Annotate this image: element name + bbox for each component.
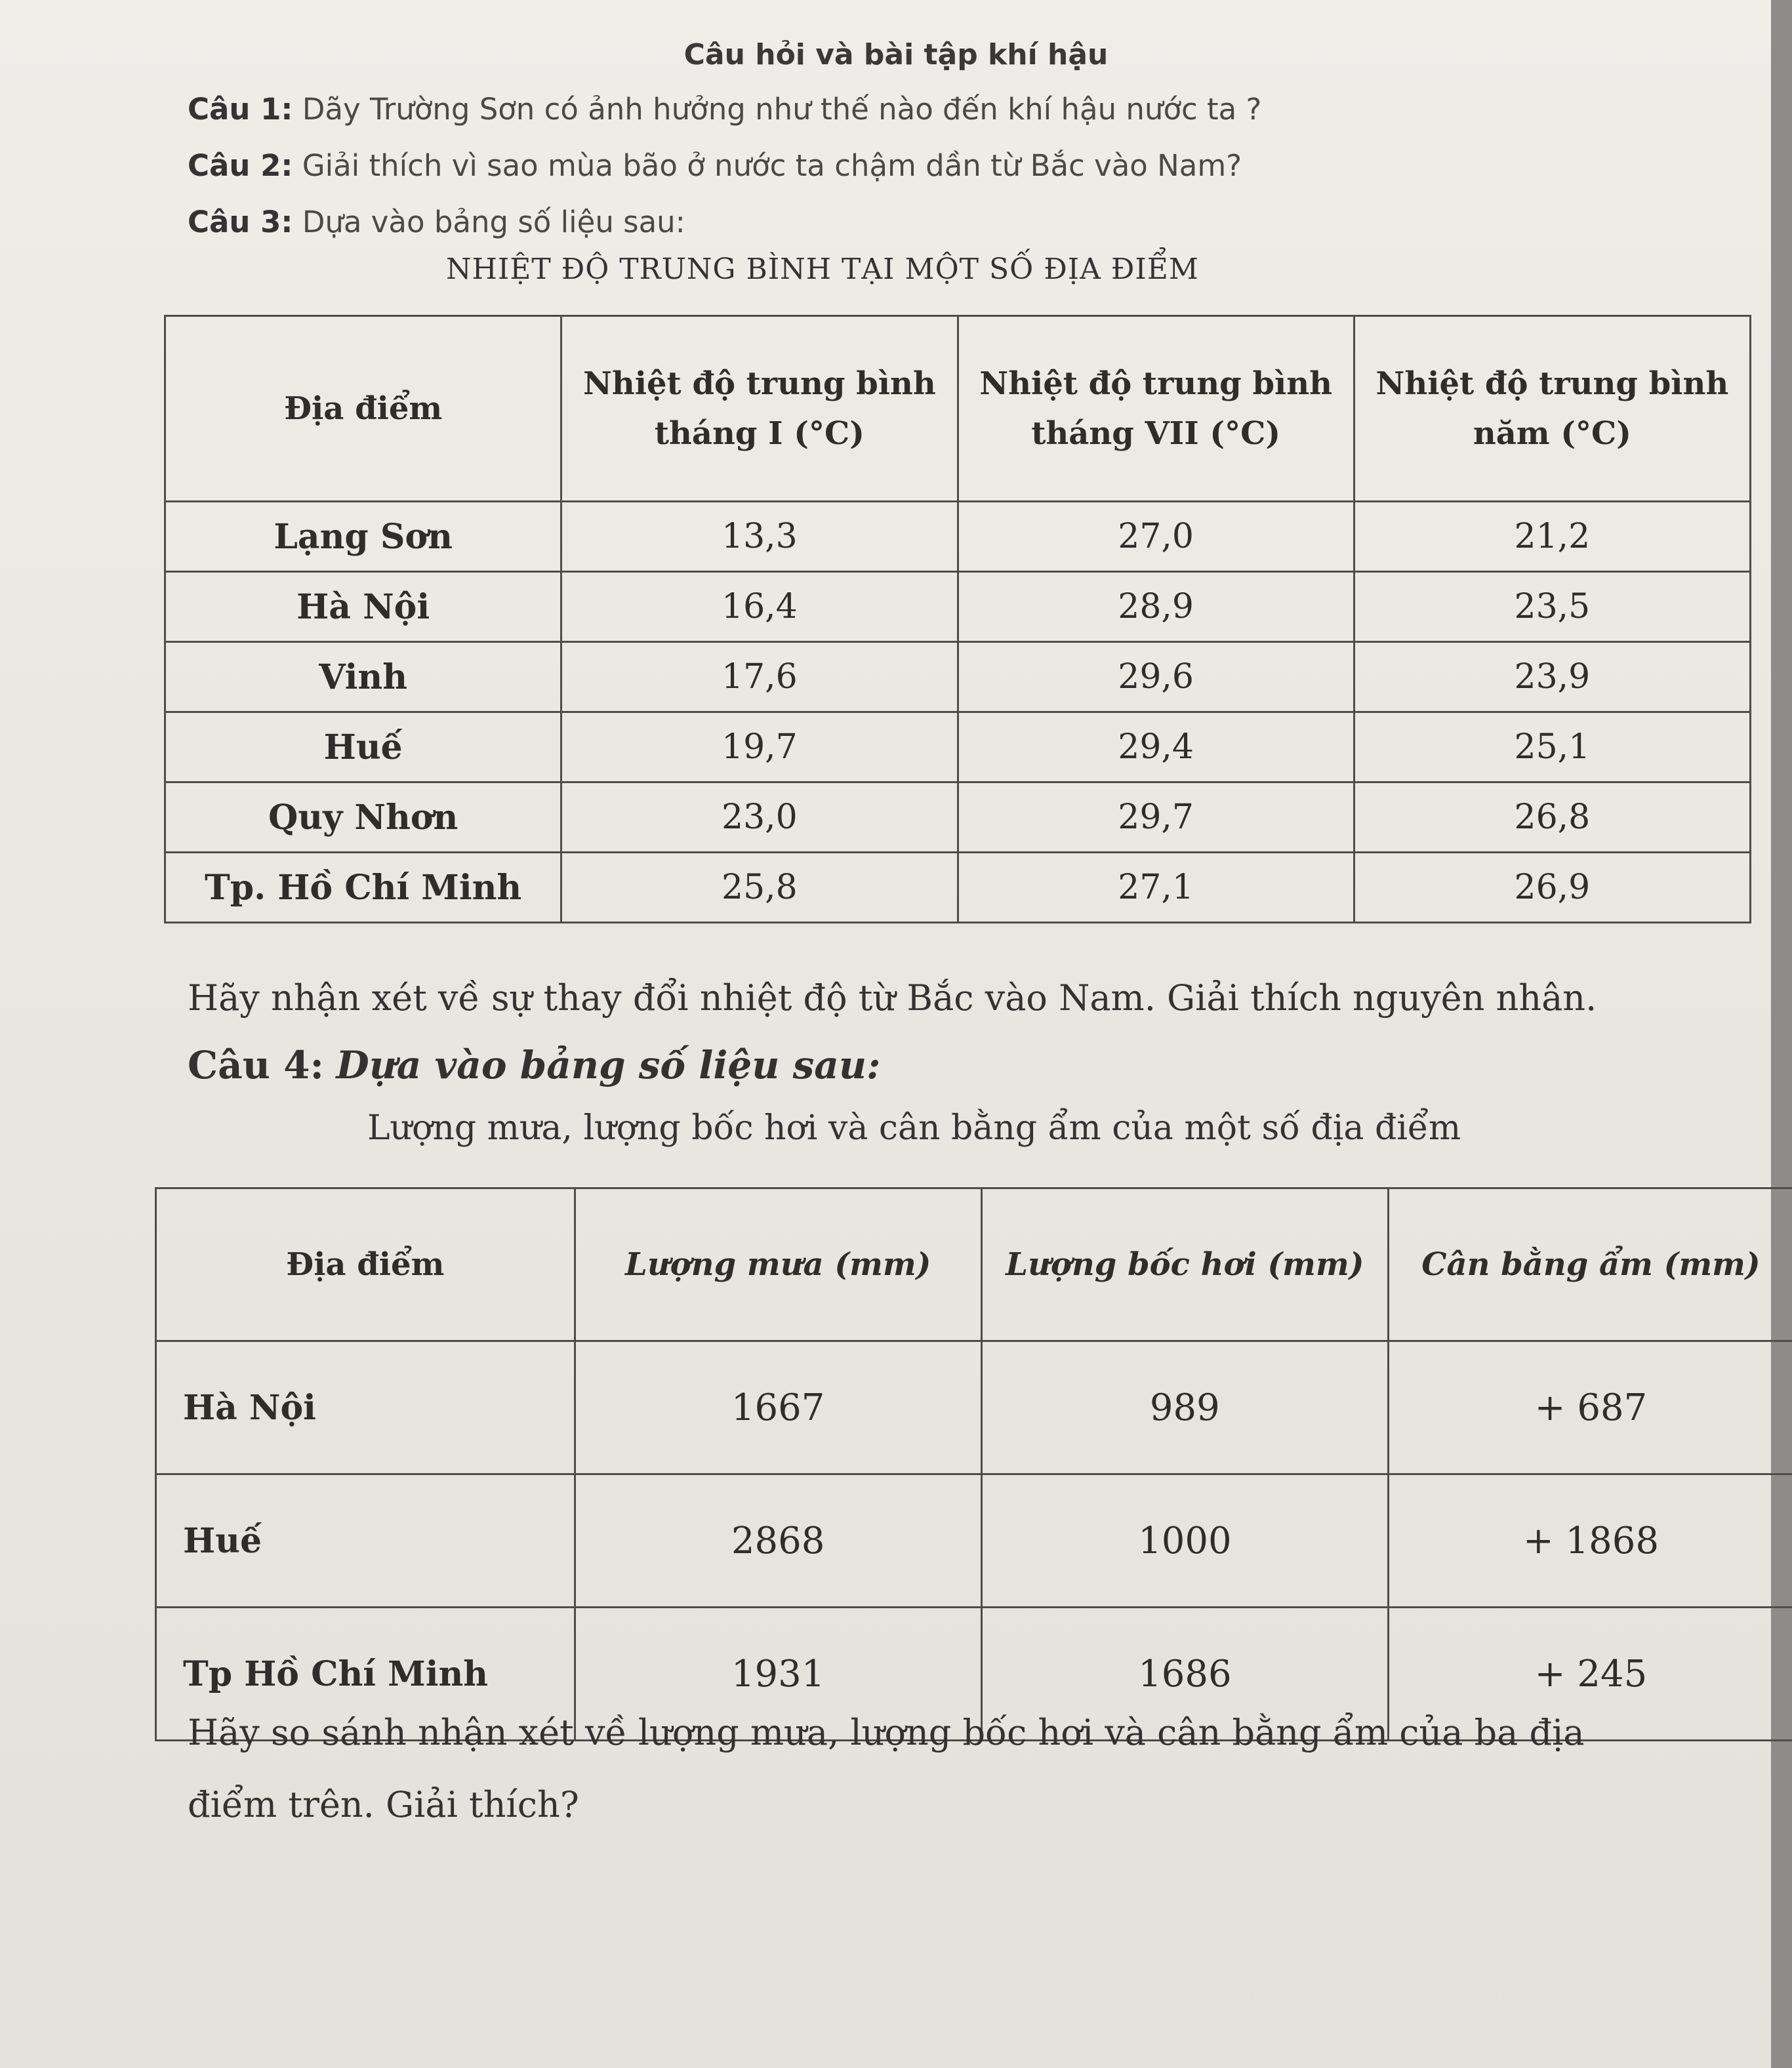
location-cell: Hà Nội <box>156 1341 575 1474</box>
july-cell: 29,7 <box>958 782 1354 853</box>
january-cell: 13,3 <box>561 502 958 572</box>
january-cell: 16,4 <box>561 572 958 642</box>
location-cell: Huế <box>156 1474 575 1608</box>
january-cell: 19,7 <box>561 712 958 782</box>
location-cell: Quy Nhơn <box>165 782 561 853</box>
header-location: Địa điểm <box>156 1188 575 1341</box>
moisture-balance-cell: + 245 <box>1388 1608 1792 1741</box>
question-1 <box>188 92 1261 127</box>
table-row <box>165 782 1751 853</box>
rainfall-cell: 2868 <box>575 1474 981 1608</box>
table-row <box>165 502 1751 572</box>
annual-cell: 23,9 <box>1354 642 1750 712</box>
header-rainfall: Lượng mưa (mm) <box>575 1188 981 1341</box>
evaporation-cell: 989 <box>981 1341 1388 1474</box>
header-annual-temp: Nhiệt độ trung bình năm (°C) <box>1354 316 1750 502</box>
temperature-table <box>164 315 1751 923</box>
rainfall-table <box>155 1187 1792 1741</box>
question-4-label: Câu 4: <box>188 1043 324 1087</box>
header-moisture-balance: Cân bằng ẩm (mm) <box>1388 1188 1792 1341</box>
evaporation-cell: 1686 <box>981 1608 1388 1741</box>
header-january-temp: Nhiệt độ trung bình tháng I (°C) <box>561 316 958 502</box>
location-cell: Lạng Sơn <box>165 502 561 572</box>
annual-cell: 25,1 <box>1354 712 1750 782</box>
header-july-temp: Nhiệt độ trung bình tháng VII (°C) <box>958 316 1354 502</box>
question-4-task-line-2: điểm trên. Giải thích? <box>188 1784 579 1825</box>
january-cell: 25,8 <box>561 853 958 923</box>
question-1-label: Câu 1: <box>188 92 293 127</box>
question-4-task-line-1: Hãy so sánh nhận xét về lượng mưa, lượng bốc hơi và cân bằng ẩm của ba địa <box>188 1712 1585 1753</box>
location-cell: Tp. Hồ Chí Minh <box>165 853 561 923</box>
july-cell: 27,0 <box>958 502 1354 572</box>
question-3-task: Hãy nhận xét về sự thay đổi nhiệt độ từ Bắc vào Nam. Giải thích nguyên nhân. <box>188 977 1597 1019</box>
table-header-row <box>156 1188 1792 1341</box>
location-cell: Vinh <box>165 642 561 712</box>
rainfall-cell: 1931 <box>575 1608 981 1741</box>
header-evaporation: Lượng bốc hơi (mm) <box>981 1188 1388 1341</box>
question-4-text: Dựa vào bảng số liệu sau: <box>336 1043 881 1087</box>
location-cell: Hà Nội <box>165 572 561 642</box>
july-cell: 29,4 <box>958 712 1354 782</box>
annual-cell: 23,5 <box>1354 572 1750 642</box>
july-cell: 28,9 <box>958 572 1354 642</box>
paper-edge-shadow <box>1771 0 1792 2068</box>
table-2-caption: Lượng mưa, lượng bốc hơi và cân bằng ẩm của một số địa điểm <box>367 1108 1461 1148</box>
question-3 <box>188 205 685 239</box>
table-row <box>165 642 1751 712</box>
january-cell: 23,0 <box>561 782 958 853</box>
moisture-balance-cell: + 1868 <box>1388 1474 1792 1608</box>
question-2 <box>188 148 1242 183</box>
annual-cell: 26,9 <box>1354 853 1750 923</box>
rainfall-cell: 1667 <box>575 1341 981 1474</box>
annual-cell: 21,2 <box>1354 502 1750 572</box>
question-4 <box>188 1043 880 1087</box>
table-row <box>156 1341 1792 1474</box>
table-1-caption: NHIỆT ĐỘ TRUNG BÌNH TẠI MỘT SỐ ĐỊA ĐIỂM <box>446 253 1199 286</box>
worksheet-heading: Câu hỏi và bài tập khí hậu <box>683 38 1109 71</box>
question-2-label: Câu 2: <box>188 148 293 183</box>
table-row <box>165 712 1751 782</box>
january-cell: 17,6 <box>561 642 958 712</box>
location-cell: Huế <box>165 712 561 782</box>
annual-cell: 26,8 <box>1354 782 1750 853</box>
header-location: Địa điểm <box>165 316 561 502</box>
location-cell: Tp Hồ Chí Minh <box>156 1608 575 1741</box>
table-header-row <box>165 316 1751 502</box>
table-row <box>165 572 1751 642</box>
table-row <box>156 1474 1792 1608</box>
question-1-text: Dãy Trường Sơn có ảnh hưởng như thế nào đến khí hậu nước ta ? <box>302 92 1262 127</box>
question-3-text: Dựa vào bảng số liệu sau: <box>302 205 685 239</box>
evaporation-cell: 1000 <box>981 1474 1388 1608</box>
moisture-balance-cell: + 687 <box>1388 1341 1792 1474</box>
question-2-text: Giải thích vì sao mùa bão ở nước ta chậm dần từ Bắc vào Nam? <box>302 148 1242 183</box>
july-cell: 29,6 <box>958 642 1354 712</box>
july-cell: 27,1 <box>958 853 1354 923</box>
table-row <box>165 853 1751 923</box>
question-3-label: Câu 3: <box>188 205 293 239</box>
